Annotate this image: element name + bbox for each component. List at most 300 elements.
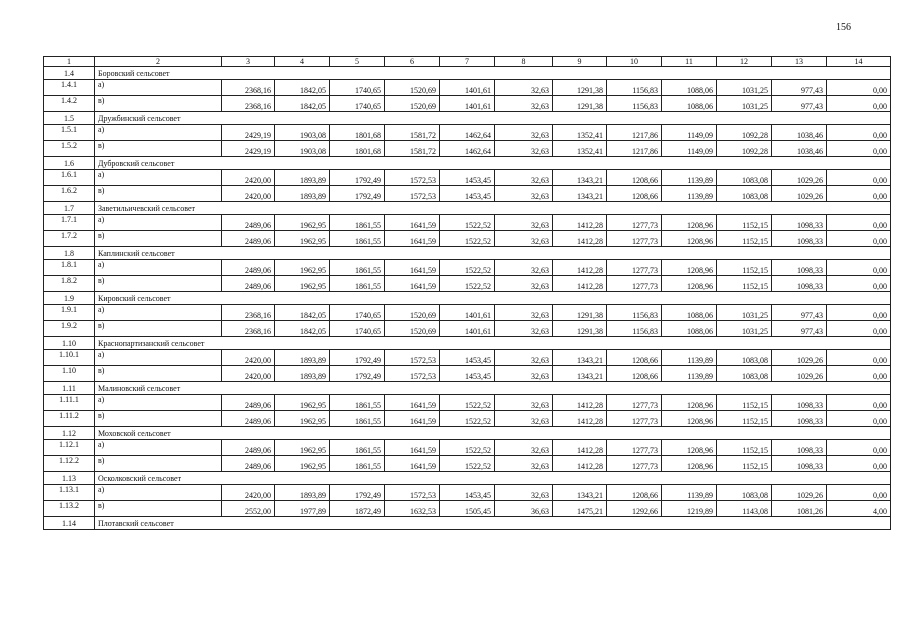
row-code: 1.11.1	[44, 395, 95, 411]
row-code: 1.5.1	[44, 125, 95, 141]
column-header: 3	[222, 57, 275, 67]
value-cell: 1277,73	[607, 260, 662, 276]
column-header: 9	[553, 57, 607, 67]
value-cell: 1893,89	[275, 186, 330, 202]
value-cell: 1842,05	[275, 96, 330, 112]
table-row	[44, 350, 891, 366]
value-cell: 1861,55	[330, 231, 385, 247]
value-cell: 1962,95	[275, 215, 330, 231]
value-cell: 32,63	[495, 260, 553, 276]
section-name: Осколковский сельсовет	[95, 472, 891, 485]
value-cell: 1152,15	[717, 395, 772, 411]
value-cell: 0,00	[827, 80, 891, 96]
value-cell: 2368,16	[222, 96, 275, 112]
value-cell: 1641,59	[385, 411, 440, 427]
value-cell: 1352,41	[553, 125, 607, 141]
value-cell: 1156,83	[607, 96, 662, 112]
value-cell: 32,63	[495, 456, 553, 472]
section-name: Дубровский сельсовет	[95, 157, 891, 170]
column-header: 12	[717, 57, 772, 67]
value-cell: 1219,89	[662, 501, 717, 517]
value-cell: 1277,73	[607, 215, 662, 231]
value-cell: 0,00	[827, 231, 891, 247]
table-row	[44, 321, 891, 337]
row-label: в)	[95, 456, 222, 472]
value-cell: 32,63	[495, 395, 553, 411]
column-header: 1	[44, 57, 95, 67]
section-code: 1.6	[44, 157, 95, 170]
value-cell: 1088,06	[662, 96, 717, 112]
value-cell: 1401,61	[440, 80, 495, 96]
section-code: 1.7	[44, 202, 95, 215]
value-cell: 1581,72	[385, 141, 440, 157]
value-cell: 2420,00	[222, 186, 275, 202]
value-cell: 0,00	[827, 170, 891, 186]
row-label: а)	[95, 305, 222, 321]
value-cell: 2420,00	[222, 366, 275, 382]
table-row	[44, 170, 891, 186]
value-cell: 1156,83	[607, 321, 662, 337]
value-cell: 1872,49	[330, 501, 385, 517]
value-cell: 32,63	[495, 215, 553, 231]
row-label: а)	[95, 170, 222, 186]
value-cell: 1962,95	[275, 395, 330, 411]
value-cell: 1572,53	[385, 170, 440, 186]
value-cell: 1156,83	[607, 80, 662, 96]
value-cell: 1861,55	[330, 440, 385, 456]
section-code: 1.11	[44, 382, 95, 395]
value-cell: 1139,89	[662, 366, 717, 382]
value-cell: 1208,66	[607, 170, 662, 186]
value-cell: 1139,89	[662, 170, 717, 186]
value-cell: 1152,15	[717, 411, 772, 427]
value-cell: 1412,28	[553, 276, 607, 292]
value-cell: 32,63	[495, 411, 553, 427]
row-label: в)	[95, 276, 222, 292]
section-code: 1.4	[44, 67, 95, 80]
value-cell: 1893,89	[275, 485, 330, 501]
value-cell: 1861,55	[330, 276, 385, 292]
value-cell: 1453,45	[440, 485, 495, 501]
value-cell: 32,63	[495, 305, 553, 321]
value-cell: 1038,46	[772, 141, 827, 157]
value-cell: 1962,95	[275, 456, 330, 472]
value-cell: 1343,21	[553, 485, 607, 501]
row-label: в)	[95, 141, 222, 157]
value-cell: 1098,33	[772, 231, 827, 247]
value-cell: 1462,64	[440, 141, 495, 157]
value-cell: 977,43	[772, 321, 827, 337]
value-cell: 1861,55	[330, 411, 385, 427]
section-name: Боровский сельсовет	[95, 67, 891, 80]
value-cell: 1962,95	[275, 411, 330, 427]
value-cell: 1522,52	[440, 395, 495, 411]
value-cell: 32,63	[495, 125, 553, 141]
value-cell: 1977,89	[275, 501, 330, 517]
column-header: 2	[95, 57, 222, 67]
value-cell: 1412,28	[553, 411, 607, 427]
value-cell: 1520,69	[385, 96, 440, 112]
value-cell: 1092,28	[717, 125, 772, 141]
value-cell: 1641,59	[385, 231, 440, 247]
section-row	[44, 472, 891, 485]
value-cell: 0,00	[827, 440, 891, 456]
value-cell: 2489,06	[222, 395, 275, 411]
value-cell: 1152,15	[717, 215, 772, 231]
value-cell: 1462,64	[440, 125, 495, 141]
value-cell: 1641,59	[385, 395, 440, 411]
value-cell: 1208,96	[662, 215, 717, 231]
value-cell: 1208,96	[662, 440, 717, 456]
value-cell: 1208,96	[662, 260, 717, 276]
value-cell: 977,43	[772, 305, 827, 321]
value-cell: 1083,08	[717, 366, 772, 382]
value-cell: 1861,55	[330, 395, 385, 411]
value-cell: 1098,33	[772, 276, 827, 292]
row-label: в)	[95, 501, 222, 517]
value-cell: 1029,26	[772, 350, 827, 366]
value-cell: 1098,33	[772, 456, 827, 472]
value-cell: 1962,95	[275, 440, 330, 456]
value-cell: 1098,33	[772, 440, 827, 456]
row-code: 1.9.1	[44, 305, 95, 321]
value-cell: 1962,95	[275, 260, 330, 276]
column-header: 7	[440, 57, 495, 67]
value-cell: 1412,28	[553, 395, 607, 411]
value-cell: 1343,21	[553, 366, 607, 382]
value-cell: 2489,06	[222, 411, 275, 427]
value-cell: 2489,06	[222, 440, 275, 456]
column-header: 8	[495, 57, 553, 67]
value-cell: 1792,49	[330, 485, 385, 501]
value-cell: 0,00	[827, 215, 891, 231]
section-code: 1.13	[44, 472, 95, 485]
value-cell: 1572,53	[385, 186, 440, 202]
value-cell: 1098,33	[772, 215, 827, 231]
value-cell: 1522,52	[440, 411, 495, 427]
value-cell: 0,00	[827, 366, 891, 382]
value-cell: 1149,09	[662, 125, 717, 141]
value-cell: 1520,69	[385, 305, 440, 321]
value-cell: 2489,06	[222, 276, 275, 292]
page-number: 156	[836, 22, 851, 33]
row-label: а)	[95, 350, 222, 366]
table-row	[44, 440, 891, 456]
value-cell: 0,00	[827, 96, 891, 112]
value-cell: 1156,83	[607, 305, 662, 321]
table-row	[44, 501, 891, 517]
value-cell: 1343,21	[553, 170, 607, 186]
section-row	[44, 157, 891, 170]
value-cell: 1401,61	[440, 321, 495, 337]
section-name: Малиновский сельсовет	[95, 382, 891, 395]
value-cell: 1208,66	[607, 366, 662, 382]
section-name: Заветильичевский сельсовет	[95, 202, 891, 215]
row-code: 1.12.2	[44, 456, 95, 472]
value-cell: 1149,09	[662, 141, 717, 157]
value-cell: 1792,49	[330, 170, 385, 186]
table-row	[44, 215, 891, 231]
tariff-table	[43, 56, 891, 530]
value-cell: 1572,53	[385, 350, 440, 366]
value-cell: 1801,68	[330, 141, 385, 157]
row-code: 1.5.2	[44, 141, 95, 157]
value-cell: 2489,06	[222, 456, 275, 472]
value-cell: 1740,65	[330, 80, 385, 96]
row-label: а)	[95, 215, 222, 231]
row-code: 1.8.1	[44, 260, 95, 276]
section-row	[44, 517, 891, 530]
value-cell: 1031,25	[717, 305, 772, 321]
value-cell: 1208,66	[607, 350, 662, 366]
value-cell: 1581,72	[385, 125, 440, 141]
value-cell: 1343,21	[553, 350, 607, 366]
value-cell: 1740,65	[330, 321, 385, 337]
row-code: 1.13.2	[44, 501, 95, 517]
value-cell: 1029,26	[772, 170, 827, 186]
value-cell: 1081,26	[772, 501, 827, 517]
row-label: в)	[95, 321, 222, 337]
row-label: а)	[95, 80, 222, 96]
value-cell: 1522,52	[440, 440, 495, 456]
table-row	[44, 231, 891, 247]
value-cell: 32,63	[495, 141, 553, 157]
value-cell: 1401,61	[440, 305, 495, 321]
row-code: 1.4.2	[44, 96, 95, 112]
value-cell: 1083,08	[717, 350, 772, 366]
value-cell: 0,00	[827, 456, 891, 472]
value-cell: 32,63	[495, 231, 553, 247]
row-code: 1.13.1	[44, 485, 95, 501]
value-cell: 1152,15	[717, 276, 772, 292]
value-cell: 32,63	[495, 440, 553, 456]
table-row	[44, 395, 891, 411]
value-cell: 1098,33	[772, 395, 827, 411]
value-cell: 1632,53	[385, 501, 440, 517]
value-cell: 1083,08	[717, 485, 772, 501]
value-cell: 1152,15	[717, 231, 772, 247]
value-cell: 1903,08	[275, 141, 330, 157]
value-cell: 1641,59	[385, 440, 440, 456]
section-name: Каплинский сельсовет	[95, 247, 891, 260]
row-label: в)	[95, 411, 222, 427]
value-cell: 32,63	[495, 186, 553, 202]
table-row	[44, 80, 891, 96]
section-row	[44, 292, 891, 305]
section-code: 1.9	[44, 292, 95, 305]
value-cell: 1962,95	[275, 231, 330, 247]
row-code: 1.7.2	[44, 231, 95, 247]
value-cell: 2429,19	[222, 141, 275, 157]
value-cell: 1412,28	[553, 215, 607, 231]
value-cell: 0,00	[827, 321, 891, 337]
section-name: Моховской сельсовет	[95, 427, 891, 440]
value-cell: 1412,28	[553, 440, 607, 456]
section-name: Плотавский сельсовет	[95, 517, 891, 530]
value-cell: 1861,55	[330, 215, 385, 231]
value-cell: 1208,96	[662, 231, 717, 247]
value-cell: 1343,21	[553, 186, 607, 202]
row-label: а)	[95, 260, 222, 276]
section-row	[44, 67, 891, 80]
row-label: а)	[95, 125, 222, 141]
value-cell: 2420,00	[222, 485, 275, 501]
value-cell: 1572,53	[385, 366, 440, 382]
value-cell: 1572,53	[385, 485, 440, 501]
value-cell: 1453,45	[440, 170, 495, 186]
value-cell: 0,00	[827, 350, 891, 366]
value-cell: 1277,73	[607, 276, 662, 292]
section-row	[44, 427, 891, 440]
value-cell: 1208,96	[662, 276, 717, 292]
row-label: а)	[95, 485, 222, 501]
value-cell: 32,63	[495, 96, 553, 112]
value-cell: 1098,33	[772, 411, 827, 427]
section-code: 1.12	[44, 427, 95, 440]
table-row	[44, 125, 891, 141]
value-cell: 32,63	[495, 350, 553, 366]
value-cell: 1098,33	[772, 260, 827, 276]
value-cell: 1401,61	[440, 96, 495, 112]
table-row	[44, 141, 891, 157]
value-cell: 0,00	[827, 260, 891, 276]
value-cell: 1291,38	[553, 96, 607, 112]
section-code: 1.5	[44, 112, 95, 125]
table-row	[44, 456, 891, 472]
value-cell: 36,63	[495, 501, 553, 517]
value-cell: 1412,28	[553, 231, 607, 247]
value-cell: 1139,89	[662, 485, 717, 501]
value-cell: 2429,19	[222, 125, 275, 141]
value-cell: 1083,08	[717, 170, 772, 186]
value-cell: 1352,41	[553, 141, 607, 157]
column-header: 5	[330, 57, 385, 67]
value-cell: 2489,06	[222, 231, 275, 247]
value-cell: 1208,96	[662, 411, 717, 427]
value-cell: 2552,00	[222, 501, 275, 517]
value-cell: 1893,89	[275, 350, 330, 366]
value-cell: 1152,15	[717, 456, 772, 472]
value-cell: 2489,06	[222, 260, 275, 276]
value-cell: 1152,15	[717, 260, 772, 276]
value-cell: 32,63	[495, 321, 553, 337]
table-row	[44, 366, 891, 382]
value-cell: 1453,45	[440, 366, 495, 382]
column-header: 13	[772, 57, 827, 67]
value-cell: 1143,08	[717, 501, 772, 517]
table-row	[44, 276, 891, 292]
section-row	[44, 247, 891, 260]
section-name: Краснопартизанский сельсовет	[95, 337, 891, 350]
value-cell: 1475,21	[553, 501, 607, 517]
value-cell: 1740,65	[330, 96, 385, 112]
value-cell: 1208,66	[607, 485, 662, 501]
value-cell: 1029,26	[772, 366, 827, 382]
value-cell: 1520,69	[385, 321, 440, 337]
value-cell: 1088,06	[662, 321, 717, 337]
row-code: 1.6.2	[44, 186, 95, 202]
value-cell: 1520,69	[385, 80, 440, 96]
value-cell: 977,43	[772, 96, 827, 112]
value-cell: 1522,52	[440, 276, 495, 292]
value-cell: 1277,73	[607, 231, 662, 247]
value-cell: 0,00	[827, 395, 891, 411]
value-cell: 2420,00	[222, 170, 275, 186]
value-cell: 1792,49	[330, 366, 385, 382]
value-cell: 1291,38	[553, 80, 607, 96]
value-cell: 1842,05	[275, 80, 330, 96]
row-label: в)	[95, 96, 222, 112]
value-cell: 1861,55	[330, 260, 385, 276]
value-cell: 1522,52	[440, 260, 495, 276]
value-cell: 32,63	[495, 276, 553, 292]
value-cell: 0,00	[827, 125, 891, 141]
value-cell: 1038,46	[772, 125, 827, 141]
section-name: Кировский сельсовет	[95, 292, 891, 305]
column-header: 6	[385, 57, 440, 67]
row-code: 1.10.1	[44, 350, 95, 366]
value-cell: 977,43	[772, 80, 827, 96]
value-cell: 32,63	[495, 80, 553, 96]
value-cell: 1861,55	[330, 456, 385, 472]
value-cell: 4,00	[827, 501, 891, 517]
value-cell: 1217,86	[607, 125, 662, 141]
value-cell: 1412,28	[553, 456, 607, 472]
section-code: 1.8	[44, 247, 95, 260]
value-cell: 2368,16	[222, 321, 275, 337]
value-cell: 1208,66	[607, 186, 662, 202]
value-cell: 1893,89	[275, 170, 330, 186]
row-label: в)	[95, 186, 222, 202]
table-row	[44, 485, 891, 501]
value-cell: 1842,05	[275, 321, 330, 337]
value-cell: 1092,28	[717, 141, 772, 157]
value-cell: 1641,59	[385, 276, 440, 292]
value-cell: 0,00	[827, 485, 891, 501]
section-code: 1.14	[44, 517, 95, 530]
value-cell: 2368,16	[222, 305, 275, 321]
value-cell: 1083,08	[717, 186, 772, 202]
table-row	[44, 260, 891, 276]
value-cell: 1139,89	[662, 186, 717, 202]
value-cell: 2420,00	[222, 350, 275, 366]
value-cell: 2489,06	[222, 215, 275, 231]
row-label: в)	[95, 366, 222, 382]
section-row	[44, 337, 891, 350]
value-cell: 1522,52	[440, 456, 495, 472]
value-cell: 1740,65	[330, 305, 385, 321]
value-cell: 1505,45	[440, 501, 495, 517]
value-cell: 1412,28	[553, 260, 607, 276]
row-label: а)	[95, 395, 222, 411]
header-row	[44, 57, 891, 67]
table-row	[44, 186, 891, 202]
column-header: 4	[275, 57, 330, 67]
value-cell: 0,00	[827, 276, 891, 292]
value-cell: 1453,45	[440, 350, 495, 366]
section-row	[44, 202, 891, 215]
value-cell: 1641,59	[385, 260, 440, 276]
value-cell: 1152,15	[717, 440, 772, 456]
value-cell: 1277,73	[607, 440, 662, 456]
value-cell: 0,00	[827, 186, 891, 202]
row-label: в)	[95, 231, 222, 247]
value-cell: 2368,16	[222, 80, 275, 96]
row-label: а)	[95, 440, 222, 456]
row-code: 1.11.2	[44, 411, 95, 427]
section-name: Дружбинский сельсовет	[95, 112, 891, 125]
value-cell: 1277,73	[607, 456, 662, 472]
